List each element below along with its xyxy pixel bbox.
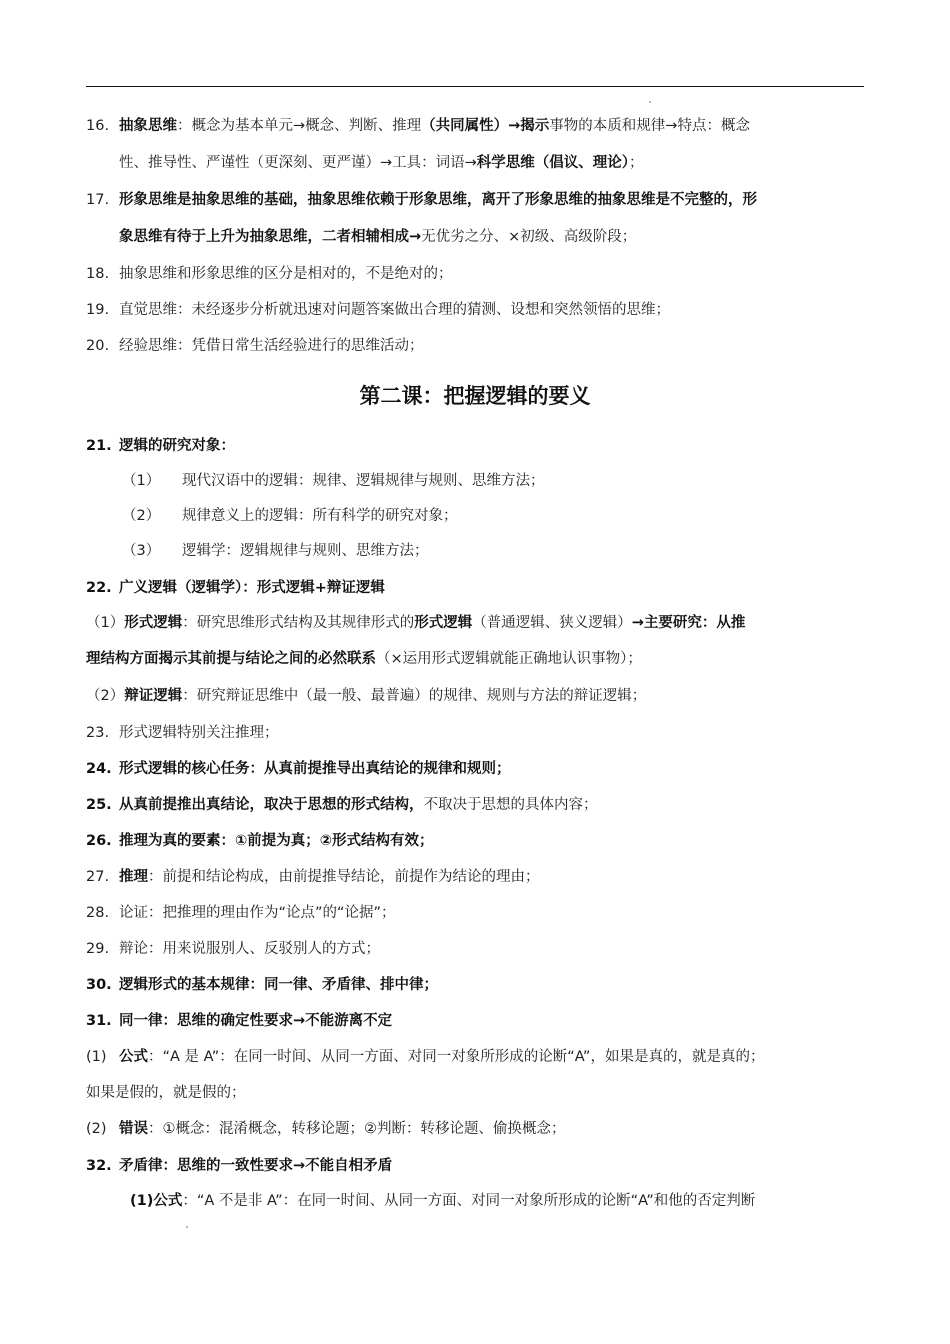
item-number: 25.: [86, 797, 112, 813]
text-segment: 错误: [119, 1121, 148, 1137]
text-segment: 性、推导性、严谨性（更深刻、更严谨）→工具：词语→: [119, 155, 477, 171]
item-number: 16.: [86, 118, 110, 134]
text-line: [86, 256, 453, 292]
text-segment: 抽象思维和形象思维的区分是相对的，不是绝对的；: [119, 266, 453, 282]
item-number: 23.: [86, 725, 110, 741]
item-number: 22.: [86, 580, 112, 596]
text-line: [86, 1075, 246, 1111]
text-segment: 规律意义上的逻辑：所有科学的研究对象；: [182, 508, 458, 524]
text-segment: 同一律：思维的确定性要求→不能游离不定: [119, 1013, 393, 1029]
text-line: [122, 498, 458, 534]
text-segment: （2）: [86, 688, 125, 704]
text-segment: 形式逻辑特别关注推理；: [119, 725, 279, 741]
text-segment: ：研究辩证思维中（最一般、最普遍）的规律、规则与方法的辩证逻辑；: [182, 688, 647, 704]
text-segment: 形式逻辑: [414, 615, 473, 631]
text-segment: 直觉思维：未经逐步分析就迅速对问题答案做出合理的猜测、设想和突然领悟的思维；: [119, 302, 670, 318]
text-segment: （1）: [86, 615, 125, 631]
text-segment: 科学思维（倡议、理论）: [476, 155, 630, 171]
text-segment: 论证：把推理的理由作为“论点”的“论据”；: [119, 905, 396, 921]
text-segment: 形象思维是抽象思维的基础，抽象思维依赖于形象思维，离开了形象思维的抽象思维是不完整的，形: [119, 192, 757, 208]
text-segment: （×运用形式逻辑就能正确地认识事物）；: [376, 651, 642, 667]
item-number: 29.: [86, 941, 110, 957]
text-segment: （共同属性）→揭示: [421, 118, 550, 134]
text-line: [86, 328, 424, 364]
text-segment: 从真前提推出真结论，取决于思想的形式结构，: [119, 797, 424, 813]
text-line: [86, 1111, 566, 1147]
item-number: 21.: [86, 438, 112, 454]
text-line: [86, 931, 380, 967]
sub-item-number: （2）: [122, 508, 161, 524]
text-line: [86, 967, 438, 1003]
text-line: [86, 823, 434, 859]
text-segment: 形式逻辑的核心任务：从真前提推导出真结论的规律和规则；: [119, 761, 511, 777]
text-segment: →主要研究：从推: [631, 615, 746, 631]
text-segment: 广义逻辑（逻辑学）：形式逻辑+辩证逻辑: [119, 580, 385, 596]
text-segment: 逻辑形式的基本规律：同一律、矛盾律、排中律；: [119, 977, 438, 993]
text-line: [86, 678, 646, 714]
text-segment: 不取决于思想的具体内容；: [423, 797, 598, 813]
sub-item-number: （1）: [122, 473, 161, 489]
item-number: (1): [86, 1049, 107, 1065]
text-line: [86, 715, 279, 751]
item-number: 32.: [86, 1158, 112, 1174]
sub-item-number: （3）: [122, 543, 161, 559]
text-segment: 逻辑学：逻辑规律与规则、思维方法；: [182, 543, 429, 559]
header-rule: [86, 86, 864, 87]
item-number: 26.: [86, 833, 112, 849]
text-segment: 无优劣之分、×初级、高级阶段；: [421, 229, 637, 245]
text-line: [86, 1148, 392, 1184]
text-segment: 理结构方面揭示其前提与结论之间的必然联系: [86, 651, 376, 667]
item-number: 27.: [86, 869, 110, 885]
item-number: 17.: [86, 192, 110, 208]
text-segment: ：“A 是 A”：在同一时间、从同一方面、对同一对象所形成的论断“A”，如果是真的，就是真的；: [148, 1049, 765, 1065]
text-segment: ：研究思维形式结构及其规律形式的: [182, 615, 415, 631]
text-line: [130, 1183, 755, 1219]
text-segment: (1)公式: [130, 1193, 183, 1209]
text-line: [119, 219, 636, 255]
text-line: [122, 533, 429, 569]
text-segment: （普通逻辑、狭义逻辑）: [472, 615, 632, 631]
item-number: 19.: [86, 302, 110, 318]
text-line: [86, 751, 511, 787]
item-number: 24.: [86, 761, 112, 777]
text-line: [86, 108, 750, 144]
lesson-title: 第二课：把握逻辑的要义: [359, 384, 591, 408]
text-segment: 事物的本质和规律→特点：概念: [549, 118, 750, 134]
text-segment: ：前提和结论构成，由前提推导结论，前提作为结论的理由；: [148, 869, 540, 885]
text-line: [119, 145, 644, 181]
text-segment: 形式逻辑: [124, 615, 183, 631]
text-segment: 推理为真的要素：①前提为真；②形式结构有效；: [119, 833, 434, 849]
text-line: [86, 182, 757, 218]
text-segment: 公式: [119, 1049, 148, 1065]
text-segment: 辩证逻辑: [124, 688, 183, 704]
text-line: [86, 1003, 392, 1039]
text-segment: ；: [629, 155, 644, 171]
text-segment: ：“A 不是非 A”：在同一时间、从同一方面、对同一对象所形成的论断“A”和他的否定判断: [182, 1193, 756, 1209]
item-number: (2): [86, 1121, 107, 1137]
scan-dot: [649, 101, 651, 103]
text-line: [122, 463, 545, 499]
text-line: [86, 895, 396, 931]
text-segment: 抽象思维: [119, 118, 177, 134]
text-line: [86, 1039, 764, 1075]
text-line: [86, 428, 235, 464]
text-segment: 逻辑的研究对象：: [119, 438, 235, 454]
item-number: 18.: [86, 266, 110, 282]
text-segment: 矛盾律：思维的一致性要求→不能自相矛盾: [119, 1158, 393, 1174]
text-line: [86, 292, 670, 328]
text-segment: 现代汉语中的逻辑：规律、逻辑规律与规则、思维方法；: [182, 473, 545, 489]
text-segment: ：①概念：混淆概念，转移论题；②判断：转移论题、偷换概念；: [148, 1121, 566, 1137]
item-number: 30.: [86, 977, 112, 993]
text-line: [86, 605, 745, 641]
item-number: 31.: [86, 1013, 112, 1029]
item-number: 28.: [86, 905, 110, 921]
text-segment: 象思维有待于上升为抽象思维，二者相辅相成→: [119, 229, 422, 245]
scan-dot: [186, 1226, 188, 1228]
text-segment: 辩论：用来说服别人、反驳别人的方式；: [119, 941, 380, 957]
text-line: [86, 859, 540, 895]
text-line: [86, 570, 385, 606]
text-segment: 如果是假的，就是假的；: [86, 1085, 246, 1101]
text-line: [86, 787, 598, 823]
text-line: [86, 641, 642, 677]
text-segment: 经验思维：凭借日常生活经验进行的思维活动；: [119, 338, 424, 354]
item-number: 20.: [86, 338, 110, 354]
text-segment: 推理: [119, 869, 148, 885]
text-segment: ：概念为基本单元→概念、判断、推理: [177, 118, 422, 134]
